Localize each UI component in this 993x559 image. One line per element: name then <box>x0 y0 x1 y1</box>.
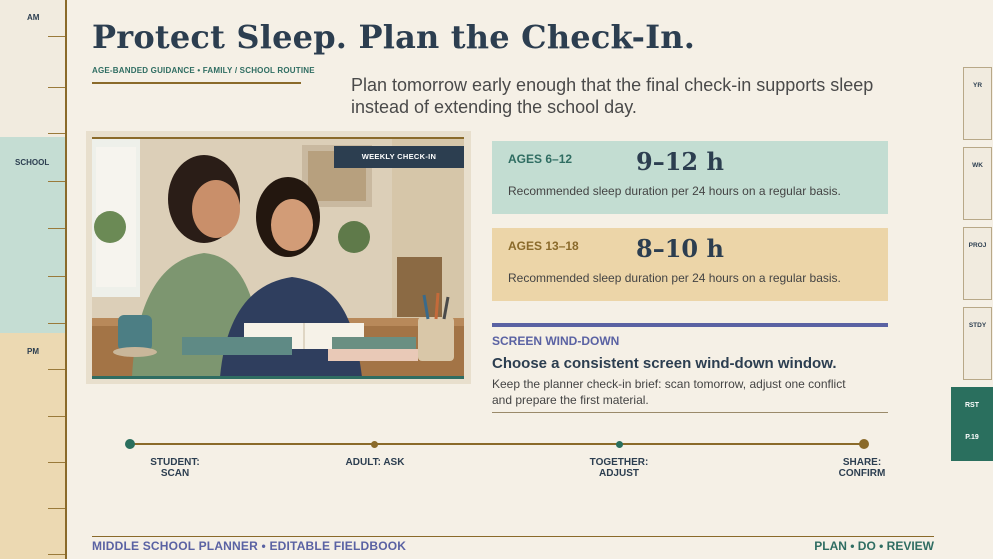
rail-segment-pm <box>0 333 65 559</box>
photo-top-rule <box>92 137 464 139</box>
rail-label-school: SCHOOL <box>15 158 50 167</box>
page-number: P.19 <box>965 434 979 441</box>
card-description: Recommended sleep duration per 24 hours on a regular basis. <box>508 184 841 198</box>
timeline-dot <box>125 439 135 449</box>
rail-tick <box>48 508 65 509</box>
weekly-checkin-chip: WEEKLY CHECK-IN <box>334 146 464 168</box>
time-rail <box>0 0 66 559</box>
footer-rule <box>92 536 934 537</box>
rail-tick <box>48 181 65 182</box>
rail-tick <box>48 554 65 555</box>
sleep-card-ages-6-12 <box>492 141 888 214</box>
timeline-dot <box>371 441 378 448</box>
rail-tick <box>48 36 65 37</box>
sleep-card-ages-13-18 <box>492 228 888 301</box>
rail-tick <box>48 276 65 277</box>
footer-cycle: PLAN • DO • REVIEW <box>814 539 934 553</box>
timeline-step-share-confirm: SHARE: CONFIRM <box>838 457 886 479</box>
rail-tick <box>48 228 65 229</box>
screen-winddown-label: SCREEN WIND-DOWN <box>492 334 620 348</box>
tab-stdy[interactable]: STDY <box>963 307 992 380</box>
timeline-step-student-scan: STUDENT: SCAN <box>150 457 200 479</box>
rail-tick <box>48 87 65 88</box>
rail-line <box>65 0 67 559</box>
card-age-label: AGES 6–12 <box>508 152 573 166</box>
screen-winddown-rule <box>492 323 888 327</box>
timeline-dot <box>616 441 623 448</box>
screen-winddown-bottom-rule <box>492 412 888 413</box>
rail-tick <box>48 133 65 134</box>
photo-parent-child-planning <box>92 137 464 377</box>
tab-proj[interactable]: PROJ <box>963 227 992 300</box>
timeline-step-adult-ask: ADULT: ASK <box>345 457 405 468</box>
intro-text: Plan tomorrow early enough that the final check-in supports sleep instead of extending the school day. <box>351 75 874 117</box>
rail-tick <box>48 323 65 324</box>
timeline-line <box>130 443 865 445</box>
rail-label-pm: PM <box>27 347 39 356</box>
tagline: AGE-BANDED GUIDANCE • FAMILY / SCHOOL ROUTINE <box>92 66 315 75</box>
tab-yr[interactable]: YR <box>963 67 992 140</box>
rail-label-am: AM <box>27 13 40 22</box>
photo-illustration <box>92 137 464 377</box>
rail-tick <box>48 416 65 417</box>
card-age-label: AGES 13–18 <box>508 239 579 253</box>
card-hours: 8–10 h <box>636 234 724 263</box>
screen-winddown-body: Keep the planner check-in brief: scan tomorrow, adjust one conflict and prepare the first material. <box>492 377 846 407</box>
screen-winddown-heading: Choose a consistent screen wind-down window. <box>492 355 837 372</box>
tab-rst-active[interactable] <box>951 387 993 461</box>
page-title: Protect Sleep. Plan the Check-In. <box>92 18 696 56</box>
tab-wk[interactable]: WK <box>963 147 992 220</box>
rail-tick <box>48 369 65 370</box>
card-hours: 9–12 h <box>636 147 724 176</box>
active-tab-label: RST <box>965 402 979 409</box>
timeline-dot <box>859 439 869 449</box>
card-description: Recommended sleep duration per 24 hours on a regular basis. <box>508 271 841 285</box>
tagline-rule <box>92 82 301 84</box>
footer-title: MIDDLE SCHOOL PLANNER • EDITABLE FIELDBOOK <box>92 539 407 553</box>
photo-bottom-rule <box>92 376 464 379</box>
rail-tick <box>48 462 65 463</box>
timeline-step-together-adjust: TOGETHER: ADJUST <box>589 457 649 479</box>
